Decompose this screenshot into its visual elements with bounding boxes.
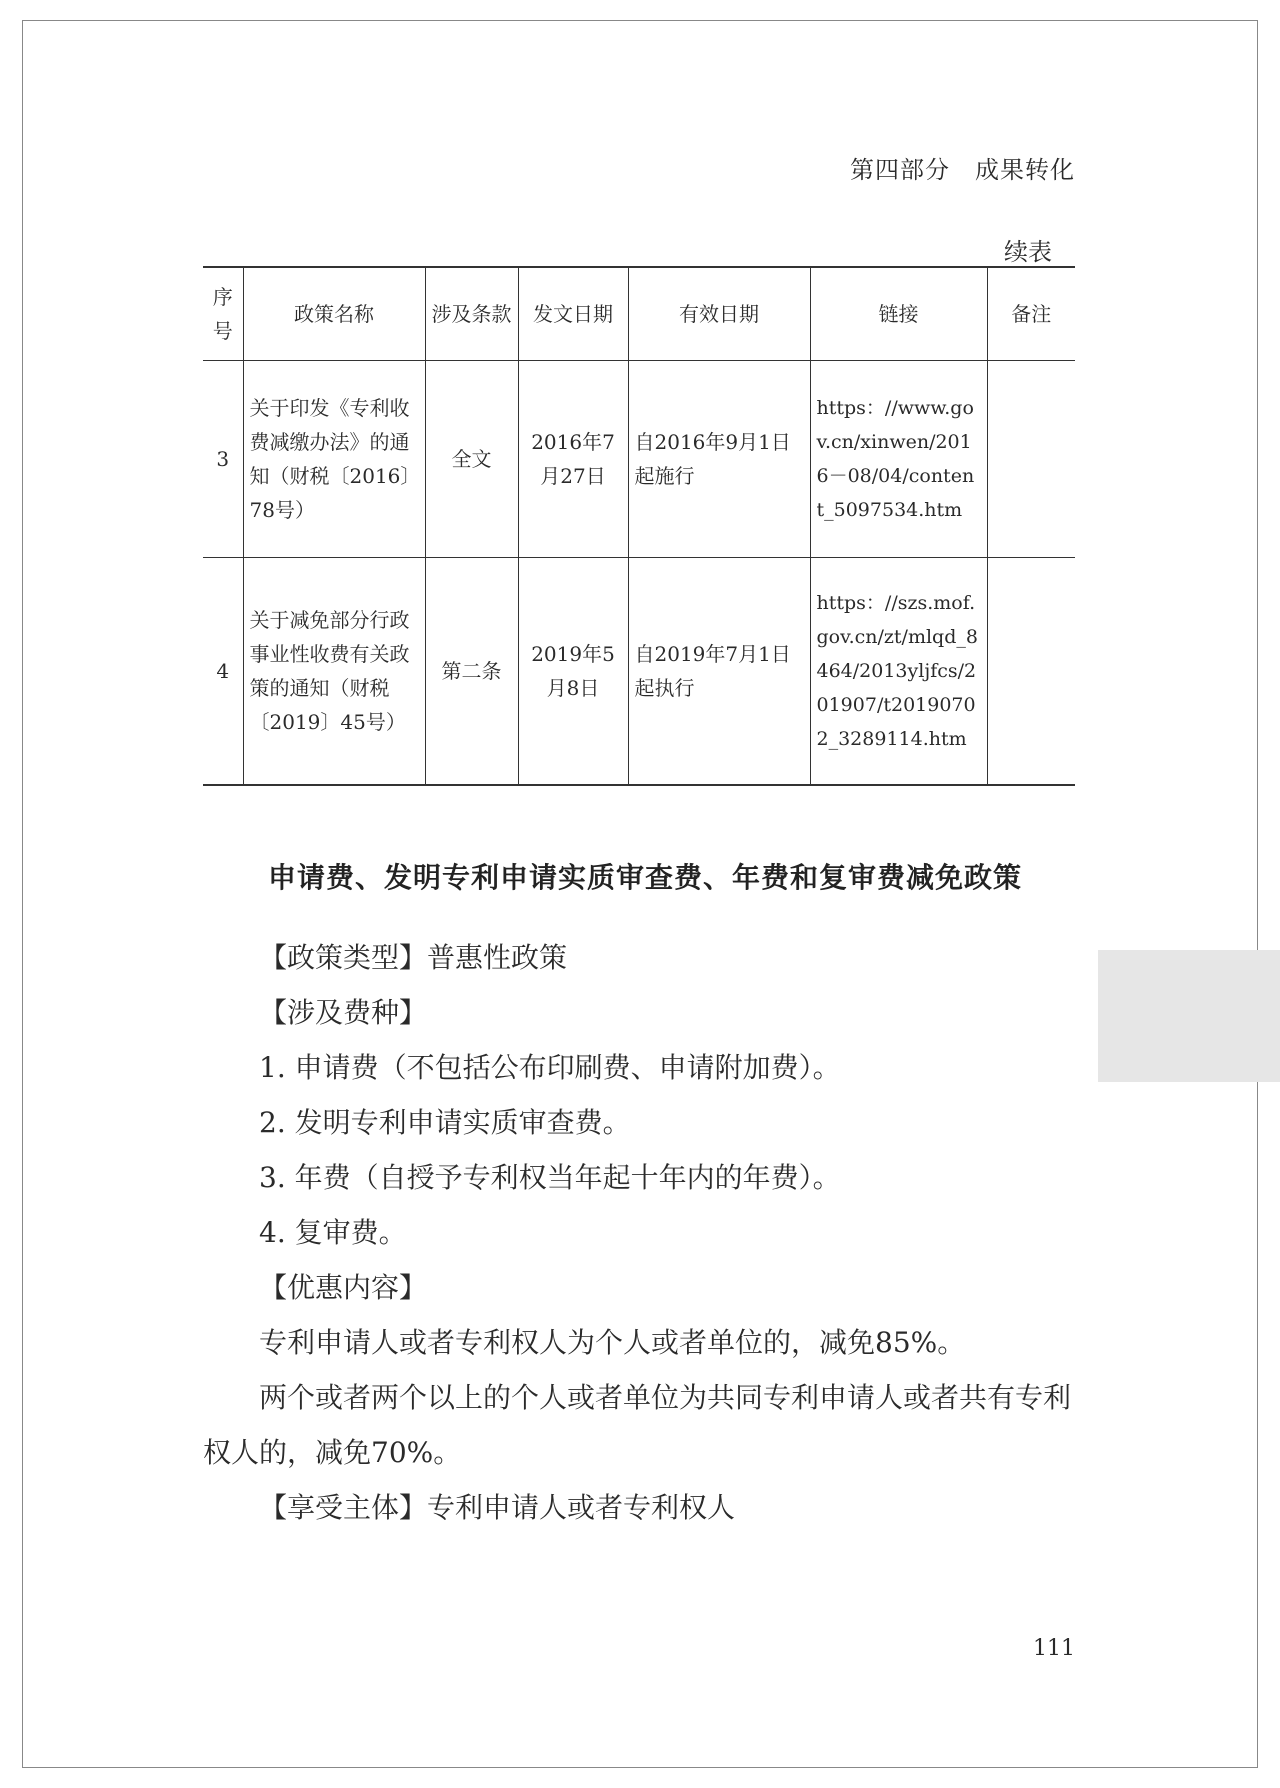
running-header: 第四部分 成果转化 [850, 156, 1075, 184]
side-thumb-tab [1098, 950, 1280, 1082]
header-date: 发文日期 [518, 267, 628, 361]
header-effective: 有效日期 [628, 267, 810, 361]
header-no: 序号 [203, 267, 243, 361]
cell-clause: 全文 [425, 361, 518, 558]
cell-clause: 第二条 [425, 558, 518, 786]
page-number: 111 [1033, 1636, 1075, 1661]
fee-item: 3. 年费（自授予专利权当年起十年内的年费）。 [259, 1161, 841, 1194]
policy-type-line: 【政策类型】普惠性政策 [259, 941, 568, 974]
cell-effective: 自2019年7月1日起执行 [628, 558, 810, 786]
cell-effective: 自2016年9月1日起施行 [628, 361, 810, 558]
fee-item: 2. 发明专利申请实质审查费。 [259, 1106, 631, 1139]
cell-link: https：//szs.mof.gov.cn/zt/mlqd_8464/2013yljfcs/201907/t20190702_3289114.htm [810, 558, 987, 786]
benefit-paragraph: 专利申请人或者专利权人为个人或者单位的，减免85%。 [259, 1326, 966, 1359]
section-title: 申请费、发明专利申请实质审查费、年费和复审费减免政策 [268, 861, 1023, 894]
cell-note [987, 361, 1075, 558]
cell-date: 2016年7月27日 [518, 361, 628, 558]
header-link: 链接 [810, 267, 987, 361]
beneficiary-line: 【享受主体】专利申请人或者专利权人 [259, 1491, 736, 1524]
header-clause: 涉及条款 [425, 267, 518, 361]
header-name: 政策名称 [243, 267, 425, 361]
benefit-heading: 【优惠内容】 [259, 1271, 428, 1304]
cell-name: 关于印发《专利收费减缴办法》的通知（财税〔2016〕78号） [243, 361, 425, 558]
cell-no: 3 [203, 361, 243, 558]
cell-note [987, 558, 1075, 786]
fee-item: 4. 复审费。 [259, 1216, 407, 1249]
table-continued-label: 续表 [1004, 238, 1052, 266]
cell-no: 4 [203, 558, 243, 786]
table-header-row [203, 267, 1075, 361]
benefit-paragraph: 两个或者两个以上的个人或者单位为共同专利申请人或者共有专利权人的，减免70%。 [203, 1381, 1072, 1469]
policy-table [203, 266, 1075, 786]
fee-item: 1. 申请费（不包括公布印刷费、申请附加费）。 [259, 1051, 841, 1084]
table-row [203, 361, 1075, 558]
policy-body [203, 930, 1075, 1535]
cell-link: https：//www.gov.cn/xinwen/2016－08/04/content_5097534.htm [810, 361, 987, 558]
table-row [203, 558, 1075, 786]
header-note: 备注 [987, 267, 1075, 361]
cell-date: 2019年5月8日 [518, 558, 628, 786]
fee-types-heading: 【涉及费种】 [259, 996, 428, 1029]
cell-name: 关于减免部分行政事业性收费有关政策的通知（财税〔2019〕45号） [243, 558, 425, 786]
